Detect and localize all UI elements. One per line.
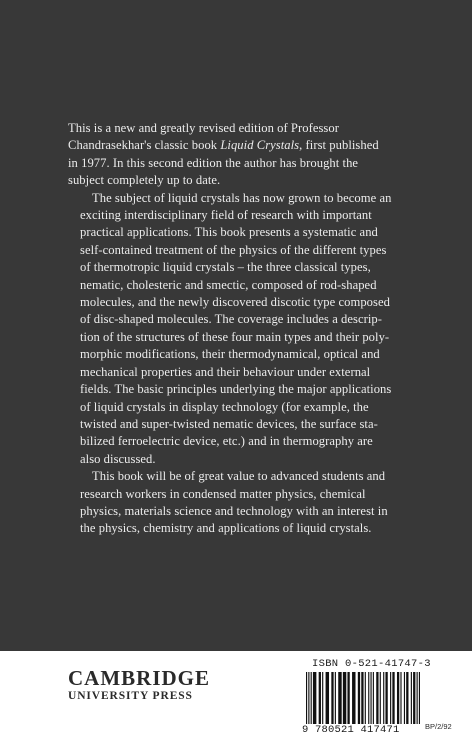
- barcode-bar: [406, 672, 408, 724]
- blurb-text: [68, 120, 413, 538]
- blurb-line: of thermotropic liquid crystals – the three classical types,: [80, 260, 371, 275]
- barcode-bar: [361, 672, 363, 724]
- barcode-bar: [311, 672, 312, 724]
- barcode-bar: [419, 672, 420, 724]
- barcode-bar: [383, 672, 384, 724]
- barcode-bar: [322, 672, 323, 724]
- blurb-line: physics, materials science and technology with an interest in: [80, 503, 388, 518]
- barcode-bar: [326, 672, 329, 724]
- barcode-bar: [365, 672, 366, 724]
- blurb-line: mechanical properties and their behaviour under external: [80, 364, 371, 379]
- blurb-line: molecules, and the newly discovered discotic type composed: [80, 295, 390, 310]
- barcode-bar: [335, 672, 336, 724]
- barcode-bar: [352, 672, 355, 724]
- blurb-line: exciting interdisciplinary field of research with important: [80, 208, 372, 223]
- barcode-bar: [404, 672, 405, 724]
- blurb-line: This book will be of great value to advanced students and: [92, 469, 386, 484]
- blurb-line: subject completely up to date.: [68, 173, 221, 188]
- publisher-name-top: CAMBRIDGE: [68, 666, 211, 690]
- blurb-line: self-contained treatment of the physics of the different types: [80, 242, 387, 257]
- barcode-bar: [343, 672, 346, 724]
- barcode-bar: [368, 672, 369, 724]
- barcode-bar: [347, 672, 349, 724]
- barcode-bar: [306, 672, 307, 724]
- barcode-bar: [370, 672, 371, 724]
- barcode-bar: [313, 672, 316, 724]
- barcode-bar: [331, 672, 333, 724]
- blurb-line: practical applications. This book presents a systematic and: [80, 225, 378, 240]
- blurb-line: This is a new and greatly revised edition of Professor: [68, 121, 339, 135]
- barcode-digits: 9 780521 417471: [302, 724, 400, 736]
- isbn-label: ISBN 0-521-41747-3: [312, 658, 431, 670]
- blurb-paragraph: [68, 120, 413, 190]
- blurb-line: research workers in condensed matter physics, chemical: [80, 486, 366, 501]
- barcode-bar: [338, 672, 341, 724]
- barcode-bar: [390, 672, 391, 724]
- barcode-bar: [385, 672, 387, 724]
- isbn-box: [302, 652, 431, 742]
- barcode-bar: [417, 672, 418, 724]
- blurb-line: twisted and super-twisted nematic devices, the surface sta-: [80, 416, 378, 431]
- barcode-bar: [397, 672, 399, 724]
- blurb-line: also discussed.: [80, 451, 156, 466]
- blurb-line: of disc-shaped molecules. The coverage includes a descrip-: [80, 312, 383, 327]
- blurb-line: bilized ferroelectric device, etc.) and in thermography are: [80, 434, 373, 449]
- blurb-paragraph: [68, 190, 413, 469]
- barcode-bar: [413, 672, 415, 724]
- barcode-bar: [358, 672, 360, 724]
- blurb-line: the physics, chemistry and applications of liquid crystals.: [80, 521, 372, 536]
- publisher-name-bottom: UNIVERSITY PRESS: [68, 690, 193, 702]
- print-code: BP/2/92: [425, 722, 452, 731]
- blurb-line: The subject of liquid crystals has now grown to become an: [92, 190, 392, 205]
- barcode-icon: [306, 672, 420, 730]
- publisher-logo: [68, 667, 210, 703]
- blurb-line: fields. The basic principles underlying the major applications: [80, 382, 392, 397]
- blurb-paragraph: [68, 468, 413, 538]
- barcode-bar: [319, 672, 321, 724]
- blurb-line: in 1977. In this second edition the author has brought the: [68, 155, 359, 170]
- barcode-bar: [376, 672, 378, 724]
- blurb-line: morphic modifications, their thermodynamical, optical and: [80, 347, 380, 362]
- blurb-line: Chandrasekhar's classic book Liquid Crystals, first published: [68, 138, 379, 153]
- blurb-line: nematic, cholesteric and smectic, composed of rod-shaped: [80, 277, 377, 292]
- barcode-bar: [373, 672, 374, 724]
- barcode-bar: [380, 672, 381, 724]
- blurb-line: tion of the structures of these four main types and their poly-: [80, 329, 390, 344]
- barcode-bar: [308, 672, 309, 724]
- barcode-bar: [411, 672, 412, 724]
- blurb-line: of liquid crystals in display technology (for example, the: [80, 399, 369, 414]
- barcode-bar: [400, 672, 401, 724]
- barcode-bar: [392, 672, 394, 724]
